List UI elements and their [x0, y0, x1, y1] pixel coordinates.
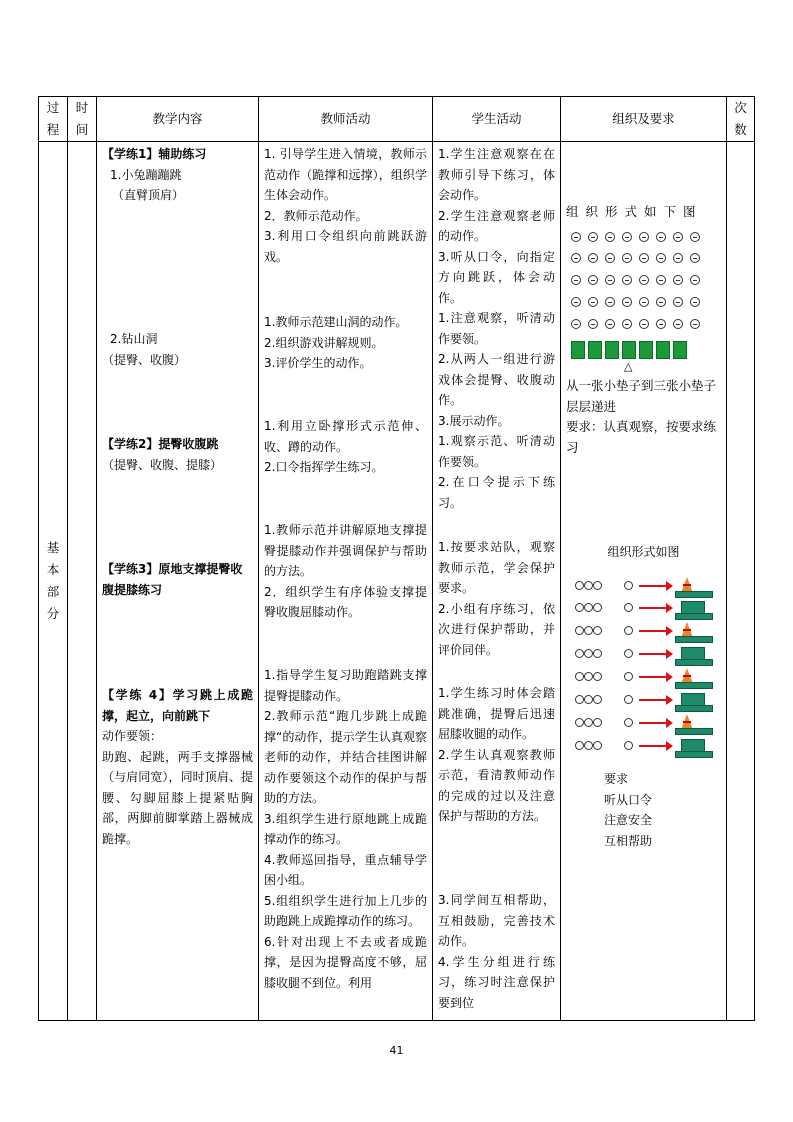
formation2-row	[575, 645, 715, 665]
student-step: 2.小组有序练习，依次进行保护帮助，并评价同伴。	[438, 601, 555, 657]
student-icon	[571, 232, 581, 242]
teacher-triangle-icon: △	[624, 360, 633, 373]
arrow-icon	[639, 745, 671, 747]
student-icon	[639, 253, 649, 263]
ex2	[102, 329, 253, 370]
student-step: 1.学生练习时体会踏跳准确，提臀后迅速屈膝收腿的动作。	[438, 686, 555, 741]
org-cell	[561, 142, 727, 1021]
header-student: 学生活动	[433, 97, 561, 142]
header-count: 次数	[727, 97, 755, 142]
ex3-note: （提臀、收腹、提膝）	[102, 457, 223, 472]
body-row	[39, 142, 755, 1021]
header-row	[39, 97, 755, 142]
teacher-step: 3.组织学生进行原地跳上成跪撑动作的练习。	[264, 811, 427, 846]
arrow-icon	[639, 585, 671, 587]
student-icon	[690, 232, 700, 242]
header-content: 教学内容	[97, 97, 259, 142]
formation-row	[571, 232, 700, 242]
teacher-step: 1. 引导学生进入情境，教师示范动作（跪撑和远撑），组织学生体会动作。	[264, 147, 427, 202]
student-icon	[622, 275, 632, 285]
student-icon	[571, 275, 581, 285]
student-block-4	[438, 890, 555, 1013]
student-icon	[588, 275, 598, 285]
cone-icon	[675, 714, 711, 734]
student-icon	[624, 649, 633, 658]
student-block-1	[438, 144, 555, 513]
teacher-block-5	[264, 665, 427, 993]
ex5-lead: 动作要领：	[102, 729, 163, 743]
student-group-icon	[575, 718, 602, 727]
requirement-1: 要求：认真观察，按要求练习	[566, 419, 717, 455]
student-step: 2.从两人一组进行游戏体会提臀、收腹动作。	[438, 352, 555, 407]
ex2-note: （提臀、收腹）	[102, 352, 187, 367]
student-block-3	[438, 683, 555, 827]
student-group-icon	[575, 649, 602, 658]
ex3-title: 【学练2】提臀收腹跳	[102, 437, 219, 451]
mat-icon	[622, 341, 636, 359]
student-icon	[673, 297, 683, 307]
student-icon	[622, 232, 632, 242]
student-icon	[624, 581, 633, 590]
arrow-icon	[639, 653, 671, 655]
student-icon	[605, 275, 615, 285]
formation2-row	[575, 691, 715, 711]
arrow-icon	[639, 676, 671, 678]
student-icon	[690, 253, 700, 263]
teacher-block-2	[264, 312, 427, 374]
formation-row	[571, 253, 700, 263]
teacher-step: 6.针对出现上不去或者成跪撑，是因为提臀高度不够，屈膝收腿不到位。利用	[264, 934, 427, 990]
student-icon	[656, 297, 666, 307]
formation2-row	[575, 737, 715, 757]
time-cell	[68, 142, 97, 1021]
student-step: 1.观察示范、听清动作要领。	[438, 434, 555, 469]
arrow-icon	[639, 699, 671, 701]
ex2-item: 2.钻山洞	[110, 332, 158, 346]
ex5-text: 助跑、起跳，两手支撑器械（与肩同宽），同时顶肩、提腰、勾脚屈膝上提紧贴胸部，两脚前脚掌踏上器械成跪撑。	[102, 749, 253, 846]
mat-icon	[673, 341, 687, 359]
student-group-icon	[575, 603, 602, 612]
student-step: 2.学生认真观察教师示范，看清教师动作的完成的过以及注意保护与帮助的方法。	[438, 747, 555, 823]
formation-row	[571, 275, 700, 285]
header-time: 时间	[68, 97, 97, 142]
vault-box-icon	[675, 599, 711, 619]
cone-icon	[675, 577, 711, 597]
teacher-step: 1.教师示范并讲解原地支撑提臀提膝动作并强调保护与帮助的方法。	[264, 523, 427, 578]
student-icon	[622, 253, 632, 263]
formation2-title: 组织形式如图	[607, 545, 680, 559]
teacher-step: 2.口令指挥学生练习。	[264, 460, 384, 474]
ex4-title: 【学练3】原地支撑提臀收腹提膝练习	[102, 562, 243, 597]
content-cell	[97, 142, 259, 1021]
lesson-plan-table	[38, 96, 755, 1021]
ex5-title: 【学练 4】学习跳上成跪撑，起立，向前跳下	[102, 688, 253, 723]
teacher-block-3	[264, 416, 427, 478]
formation2-row	[575, 577, 715, 597]
mat-icon	[639, 341, 653, 359]
req-b: 注意安全	[604, 813, 653, 827]
ex5	[102, 685, 253, 849]
teacher-step: 2.教师示范“跑几步跳上成跪撑“的动作，提示学生认真观察老师的动作，并结合挂图讲解动作要领这个动作的保护与帮助的方法。	[264, 709, 427, 805]
formation2-row	[575, 714, 715, 734]
ex4	[102, 559, 253, 600]
teacher-step: 2．组织学生有序体验支撑提臀收腹屈膝动作。	[264, 584, 427, 619]
student-group-icon	[575, 626, 602, 635]
student-icon	[690, 275, 700, 285]
student-step: 3.展示动作。	[438, 413, 510, 428]
student-step: 1.学生注意观察在在教师引导下练习，体会动作。	[438, 147, 555, 202]
mat-note: 从一张小垫子到三张小垫子层层递进	[566, 378, 717, 414]
teacher-step: 1.教师示范建山洞的动作。	[264, 315, 408, 329]
formation2-row	[575, 622, 715, 642]
org-requirements	[566, 769, 721, 851]
student-icon	[624, 741, 633, 750]
arrow-icon	[639, 607, 671, 609]
arrow-icon	[639, 722, 671, 724]
student-icon	[588, 253, 598, 263]
section-label-cell	[39, 142, 68, 1021]
student-icon	[690, 297, 700, 307]
teacher-block-1	[264, 144, 427, 267]
student-icon	[588, 232, 598, 242]
student-step: 4.学生分组进行练习，练习时注意保护要到位	[438, 954, 555, 1010]
student-block-2	[438, 537, 555, 660]
student-step: 1.注意观察，听清动作要领。	[438, 311, 555, 346]
student-icon	[673, 253, 683, 263]
student-icon	[656, 232, 666, 242]
student-icon	[624, 695, 633, 704]
teacher-step: 5.组组织学生进行加上几步的助跑跳上成跪撑动作的练习。	[264, 893, 427, 928]
ex1-note: （直臂顶肩）	[112, 188, 185, 202]
ex1	[102, 144, 253, 206]
student-icon	[656, 253, 666, 263]
formation2-row	[575, 668, 715, 688]
formation2-row	[575, 599, 715, 619]
req-title: 要求	[604, 772, 629, 786]
student-step: 3.听从口令，向指定方向跳跃，体会动作。	[438, 249, 555, 305]
teacher-step: 2．教师示范动作。	[264, 208, 368, 223]
teacher-step: 4.教师巡回指导，重点辅导学困小组。	[264, 852, 427, 887]
arrow-icon	[639, 630, 671, 632]
student-icon	[571, 297, 581, 307]
student-icon	[624, 672, 633, 681]
mat-icon	[571, 341, 585, 359]
teacher-cell	[259, 142, 433, 1021]
student-group-icon	[575, 672, 602, 681]
student-icon	[690, 319, 700, 329]
student-icon	[639, 297, 649, 307]
formation-title: 组织形式如下图	[566, 204, 703, 219]
formation-row	[571, 319, 700, 329]
student-cell	[433, 142, 561, 1021]
req-a: 听从口令	[604, 792, 653, 807]
student-icon	[588, 297, 598, 307]
teacher-step: 3.利用口令组织向前跳跃游戏。	[264, 229, 427, 264]
formation-row	[571, 297, 700, 307]
ex1-title: 【学练1】辅助练习	[102, 147, 207, 161]
student-group-icon	[575, 741, 602, 750]
student-step: 2.在口令提示下练习。	[438, 475, 555, 510]
student-icon	[656, 319, 666, 329]
student-icon	[571, 253, 581, 263]
student-step: 1.按要求站队，观察教师示范，学会保护要求。	[438, 540, 555, 595]
teacher-step: 1.利用立卧撑形式示范伸、收、蹲的动作。	[264, 419, 427, 454]
student-icon	[639, 232, 649, 242]
count-cell	[727, 142, 755, 1021]
teacher-step: 1.指导学生复习助跑踏跳支撑提臀提膝动作。	[264, 668, 427, 703]
student-icon	[673, 319, 683, 329]
section-label: 基本部分	[46, 540, 60, 621]
student-group-icon	[575, 581, 602, 590]
student-icon	[605, 232, 615, 242]
header-process: 过程	[39, 97, 68, 142]
cone-icon	[675, 622, 711, 642]
teacher-block-4	[264, 520, 427, 623]
student-icon	[673, 275, 683, 285]
req-c: 互相帮助	[604, 833, 653, 848]
student-icon	[605, 253, 615, 263]
ex1-item: 1.小兔蹦蹦跳	[110, 167, 182, 182]
vault-box-icon	[675, 737, 711, 757]
vault-box-icon	[675, 691, 711, 711]
teacher-step: 3.评价学生的动作。	[264, 356, 372, 370]
page-number: 41	[389, 1044, 404, 1057]
ex3	[102, 434, 253, 475]
cone-icon	[675, 668, 711, 688]
student-icon	[622, 319, 632, 329]
student-step: 3.同学间互相帮助，互相鼓励，完善技术动作。	[438, 893, 555, 948]
student-icon	[624, 718, 633, 727]
mat-row	[571, 341, 687, 359]
student-icon	[588, 319, 598, 329]
student-icon	[639, 275, 649, 285]
mat-icon	[605, 341, 619, 359]
student-icon	[673, 232, 683, 242]
student-icon	[639, 319, 649, 329]
student-icon	[605, 319, 615, 329]
mat-icon	[656, 341, 670, 359]
student-group-icon	[575, 695, 602, 704]
org-notes	[566, 376, 721, 458]
student-icon	[624, 603, 633, 612]
mat-icon	[588, 341, 602, 359]
student-step: 2.学生注意观察老师的动作。	[438, 208, 555, 243]
vault-box-icon	[675, 645, 711, 665]
student-icon	[622, 297, 632, 307]
student-icon	[571, 319, 581, 329]
header-teacher: 教师活动	[259, 97, 433, 142]
header-org: 组织及要求	[561, 97, 727, 142]
student-icon	[605, 297, 615, 307]
teacher-step: 2.组织游戏讲解规则。	[264, 335, 384, 350]
student-icon	[624, 626, 633, 635]
student-icon	[656, 275, 666, 285]
